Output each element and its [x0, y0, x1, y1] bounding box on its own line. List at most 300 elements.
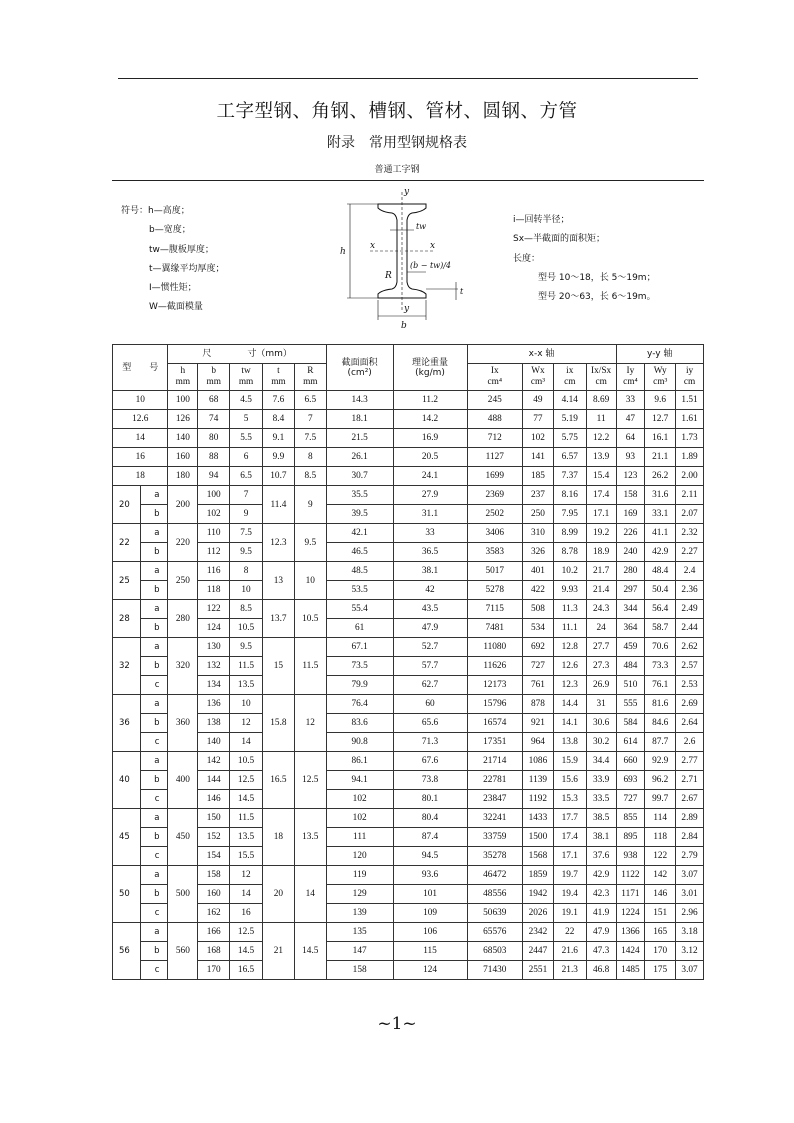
cell-tw: 14.5	[230, 942, 263, 961]
cell-ixsx: 17.1	[586, 505, 616, 524]
cell-iy: 3.18	[676, 923, 704, 942]
cell-wy: 84.6	[645, 714, 676, 733]
cell-iy: 226	[616, 524, 645, 543]
cell-wt: 38.1	[393, 562, 467, 581]
cell-ixsx: 47.3	[586, 942, 616, 961]
col-weight	[393, 345, 467, 391]
cell-b: 124	[198, 619, 230, 638]
cell-wt: 27.9	[393, 486, 467, 505]
cell-wx: 141	[523, 448, 554, 467]
cell-wy: 122	[645, 847, 676, 866]
table-row	[113, 391, 704, 410]
cell-wy: 33.1	[645, 505, 676, 524]
cell-iy: 2.53	[676, 676, 704, 695]
cell-ixsx: 17.4	[586, 486, 616, 505]
i-beam-section-diagram	[330, 182, 480, 340]
cell-tw: 11.5	[230, 657, 263, 676]
cell-area: 79.9	[326, 676, 393, 695]
cell-iy: 855	[616, 809, 645, 828]
cell-area: 73.5	[326, 657, 393, 676]
spec-table-body	[113, 391, 704, 980]
top-rule	[118, 78, 698, 79]
cell-t: 15.8	[263, 695, 295, 752]
cell-wt: 87.4	[393, 828, 467, 847]
h-label: h	[180, 366, 186, 376]
table-row	[113, 676, 704, 695]
cell-wx: 401	[523, 562, 554, 581]
cell-r: 6.5	[294, 391, 326, 410]
cell-sub: c	[140, 847, 168, 866]
cell-tw: 5	[230, 410, 263, 429]
cell-iy: 33	[616, 391, 645, 410]
table-row	[113, 600, 704, 619]
cell-tw: 13.5	[230, 828, 263, 847]
cell-iy: 1366	[616, 923, 645, 942]
cell-b: 158	[198, 866, 230, 885]
cell-sub: b	[140, 885, 168, 904]
cell-wx: 49	[523, 391, 554, 410]
cell-sub: a	[140, 562, 168, 581]
table-row	[113, 885, 704, 904]
cell-ix: 9.93	[553, 581, 586, 600]
cell-ix: 6.57	[553, 448, 586, 467]
cell-t: 13	[263, 562, 295, 600]
cell-tw: 12	[230, 866, 263, 885]
cell-iy: 2.77	[676, 752, 704, 771]
cell-wy: 151	[645, 904, 676, 923]
cell-tw: 9.5	[230, 543, 263, 562]
cell-iy: 2.84	[676, 828, 704, 847]
radius-y-label: iy	[685, 366, 694, 376]
cell-t: 15	[263, 638, 295, 695]
cell-wx: 237	[523, 486, 554, 505]
cell-iy: 280	[616, 562, 645, 581]
cell-ix: 7.95	[553, 505, 586, 524]
cell-area: 39.5	[326, 505, 393, 524]
cell-sub: b	[140, 657, 168, 676]
cell-area: 94.1	[326, 771, 393, 790]
page-subtitle: 附录 常用型钢规格表	[327, 135, 467, 151]
cell-sub: c	[140, 733, 168, 752]
cell-wt: 43.5	[393, 600, 467, 619]
cell-wy: 31.6	[645, 486, 676, 505]
cell-wx: 921	[523, 714, 554, 733]
cell-area: 61	[326, 619, 393, 638]
cell-wy: 96.2	[645, 771, 676, 790]
cell-ix: 11626	[467, 657, 522, 676]
cell-wt: 62.7	[393, 676, 467, 695]
cell-wx: 310	[523, 524, 554, 543]
cell-h: 100	[168, 391, 198, 410]
cell-model: 12.6	[113, 410, 168, 429]
cell-ix: 10.2	[553, 562, 586, 581]
col-radius-x	[553, 364, 586, 391]
cell-area: 35.5	[326, 486, 393, 505]
cell-sub: c	[140, 790, 168, 809]
cell-ix: 19.4	[553, 885, 586, 904]
label-y-bottom: y	[404, 304, 410, 314]
unit-cm: cm	[564, 377, 576, 387]
cell-wy: 41.1	[645, 524, 676, 543]
cell-ixsx: 15.4	[586, 467, 616, 486]
cell-wt: 14.2	[393, 410, 467, 429]
cell-area: 135	[326, 923, 393, 942]
cell-ixsx: 11	[586, 410, 616, 429]
unit-cm4: cm⁴	[487, 377, 503, 387]
cell-h: 500	[168, 866, 198, 923]
cell-ixsx: 33.9	[586, 771, 616, 790]
cell-model: 14	[113, 429, 168, 448]
cell-wt: 24.1	[393, 467, 467, 486]
cell-iy: 2.62	[676, 638, 704, 657]
table-row	[113, 942, 704, 961]
cell-area: 76.4	[326, 695, 393, 714]
cell-sub: b	[140, 543, 168, 562]
cell-area: 26.1	[326, 448, 393, 467]
col-yy-axis: y-y 轴	[616, 345, 703, 364]
cell-sub: b	[140, 619, 168, 638]
label-b: b	[401, 321, 407, 331]
cell-sub: b	[140, 771, 168, 790]
col-radius-y	[676, 364, 704, 391]
cell-iy: 2.96	[676, 904, 704, 923]
label-h: h	[340, 247, 346, 257]
cell-ixsx: 26.9	[586, 676, 616, 695]
cell-sub: c	[140, 904, 168, 923]
cell-h: 560	[168, 923, 198, 980]
cell-b: 100	[198, 486, 230, 505]
cell-tw: 7.5	[230, 524, 263, 543]
cell-iy: 2.36	[676, 581, 704, 600]
cell-wx: 727	[523, 657, 554, 676]
cell-b: 152	[198, 828, 230, 847]
col-wx	[523, 364, 554, 391]
cell-b: 102	[198, 505, 230, 524]
legend-length: 长度：	[513, 253, 541, 264]
cell-wx: 534	[523, 619, 554, 638]
cell-iy: 459	[616, 638, 645, 657]
table-row	[113, 562, 704, 581]
cell-wy: 87.7	[645, 733, 676, 752]
cell-b: 146	[198, 790, 230, 809]
cell-b: 168	[198, 942, 230, 961]
cell-ix: 15.9	[553, 752, 586, 771]
cell-b: 80	[198, 429, 230, 448]
col-t	[263, 364, 295, 391]
cell-area: 30.7	[326, 467, 393, 486]
cell-wy: 175	[645, 961, 676, 980]
cell-wt: 60	[393, 695, 467, 714]
cell-h: 126	[168, 410, 198, 429]
cell-wt: 115	[393, 942, 467, 961]
cell-ixsx: 42.9	[586, 866, 616, 885]
cell-b: 74	[198, 410, 230, 429]
cell-ix: 12.3	[553, 676, 586, 695]
cell-area: 83.6	[326, 714, 393, 733]
cell-tw: 16.5	[230, 961, 263, 980]
cell-iy: 123	[616, 467, 645, 486]
cell-ixsx: 24	[586, 619, 616, 638]
cell-sub: a	[140, 866, 168, 885]
label-quarter: (b − tw)/4	[410, 261, 451, 270]
legend-h: 符号：h—高度；	[121, 206, 190, 216]
col-tw	[230, 364, 263, 391]
cell-area: 139	[326, 904, 393, 923]
wy-label: Wy	[653, 366, 667, 376]
cell-ixsx: 13.9	[586, 448, 616, 467]
unit-mm: mm	[175, 377, 191, 387]
col-b	[198, 364, 230, 391]
cell-wt: 36.5	[393, 543, 467, 562]
cell-ixsx: 38.5	[586, 809, 616, 828]
cell-model: 32	[113, 638, 141, 695]
cell-sub: a	[140, 524, 168, 543]
legend-length-1: 型号 10～18，长 5～19m；	[538, 272, 656, 283]
cell-area: 53.5	[326, 581, 393, 600]
cell-iy: 2.89	[676, 809, 704, 828]
cell-ix: 11.1	[553, 619, 586, 638]
table-row	[113, 809, 704, 828]
cell-ix: 488	[467, 410, 522, 429]
cell-area: 102	[326, 809, 393, 828]
cell-wy: 146	[645, 885, 676, 904]
cell-r: 9.5	[294, 524, 326, 562]
cell-ix: 17351	[467, 733, 522, 752]
col-r	[294, 364, 326, 391]
cell-sub: a	[140, 923, 168, 942]
table-row	[113, 904, 704, 923]
cell-wy: 73.3	[645, 657, 676, 676]
cell-wy: 142	[645, 866, 676, 885]
cell-wy: 70.6	[645, 638, 676, 657]
cell-tw: 10	[230, 695, 263, 714]
cell-wt: 33	[393, 524, 467, 543]
cell-h: 250	[168, 562, 198, 600]
cell-ix: 33759	[467, 828, 522, 847]
cell-tw: 12.5	[230, 923, 263, 942]
cell-wt: 31.1	[393, 505, 467, 524]
cell-ix: 17.7	[553, 809, 586, 828]
cell-iy: 344	[616, 600, 645, 619]
cell-wy: 114	[645, 809, 676, 828]
cell-iy: 3.07	[676, 866, 704, 885]
cell-wx: 964	[523, 733, 554, 752]
cell-r: 8	[294, 448, 326, 467]
cell-ix: 8.78	[553, 543, 586, 562]
label-t: t	[460, 287, 464, 296]
cell-ixsx: 21.4	[586, 581, 616, 600]
cell-area: 90.8	[326, 733, 393, 752]
cell-sub: b	[140, 581, 168, 600]
cell-wy: 58.7	[645, 619, 676, 638]
cell-wx: 878	[523, 695, 554, 714]
cell-wy: 81.6	[645, 695, 676, 714]
cell-sub: a	[140, 809, 168, 828]
cell-wy: 16.1	[645, 429, 676, 448]
cell-tw: 8	[230, 562, 263, 581]
cell-t: 21	[263, 923, 295, 980]
symbol-legend-right	[513, 211, 656, 307]
cell-wt: 80.4	[393, 809, 467, 828]
col-area	[326, 345, 393, 391]
label-y-top: y	[404, 187, 410, 197]
cell-t: 16.5	[263, 752, 295, 809]
table-row	[113, 543, 704, 562]
cell-h: 280	[168, 600, 198, 638]
cell-wy: 50.4	[645, 581, 676, 600]
cell-ix: 46472	[467, 866, 522, 885]
cell-b: 144	[198, 771, 230, 790]
cell-iy: 510	[616, 676, 645, 695]
cell-ix: 17.1	[553, 847, 586, 866]
cell-iy: 47	[616, 410, 645, 429]
col-xx-axis: x-x 轴	[467, 345, 616, 364]
table-row	[113, 410, 704, 429]
table-row	[113, 505, 704, 524]
cell-iy: 1122	[616, 866, 645, 885]
cell-b: 160	[198, 885, 230, 904]
cell-wt: 20.5	[393, 448, 467, 467]
table-row	[113, 847, 704, 866]
cell-ix: 48556	[467, 885, 522, 904]
cell-iy: 1.73	[676, 429, 704, 448]
cell-ixsx: 47.9	[586, 923, 616, 942]
table-row	[113, 524, 704, 543]
cell-wt: 73.8	[393, 771, 467, 790]
cell-ixsx: 12.2	[586, 429, 616, 448]
cell-area: 42.1	[326, 524, 393, 543]
cell-b: 110	[198, 524, 230, 543]
cell-iy: 660	[616, 752, 645, 771]
col-area-label: 截面面积	[341, 357, 378, 368]
radius-x-label: ix	[566, 366, 574, 376]
cell-iy: 240	[616, 543, 645, 562]
cell-ix: 15.6	[553, 771, 586, 790]
cell-iy: 3.01	[676, 885, 704, 904]
col-ix	[467, 364, 522, 391]
cell-tw: 5.5	[230, 429, 263, 448]
cell-wx: 508	[523, 600, 554, 619]
cell-wt: 11.2	[393, 391, 467, 410]
cell-wy: 99.7	[645, 790, 676, 809]
cell-t: 10.7	[263, 467, 295, 486]
cell-sub: c	[140, 676, 168, 695]
cell-area: 21.5	[326, 429, 393, 448]
cell-wy: 76.1	[645, 676, 676, 695]
cell-iy: 3.12	[676, 942, 704, 961]
cell-h: 450	[168, 809, 198, 866]
cell-wy: 165	[645, 923, 676, 942]
cell-ix: 12173	[467, 676, 522, 695]
cell-wt: 57.7	[393, 657, 467, 676]
cell-area: 111	[326, 828, 393, 847]
cell-tw: 14	[230, 885, 263, 904]
iy-label: Iy	[626, 366, 635, 376]
cell-r: 7.5	[294, 429, 326, 448]
cell-r: 9	[294, 486, 326, 524]
cell-b: 136	[198, 695, 230, 714]
cell-ix: 15.3	[553, 790, 586, 809]
cell-ix: 32241	[467, 809, 522, 828]
cell-wt: 52.7	[393, 638, 467, 657]
cell-iy: 2.27	[676, 543, 704, 562]
cell-sub: a	[140, 486, 168, 505]
col-area-unit: (cm²)	[347, 367, 372, 378]
cell-model: 50	[113, 866, 141, 923]
page-number: ~1~	[377, 1014, 417, 1034]
cell-iy: 2.44	[676, 619, 704, 638]
cell-ix: 15796	[467, 695, 522, 714]
cell-t: 9.9	[263, 448, 295, 467]
ix-sx-label: Ix/Sx	[591, 366, 612, 376]
label-x-left: x	[370, 241, 376, 251]
cell-sub: b	[140, 505, 168, 524]
cell-ixsx: 41.9	[586, 904, 616, 923]
cell-iy: 169	[616, 505, 645, 524]
t-label: t	[277, 366, 280, 376]
cell-ix: 21.6	[553, 942, 586, 961]
cell-wt: 93.6	[393, 866, 467, 885]
cell-iy: 158	[616, 486, 645, 505]
cell-r: 8.5	[294, 467, 326, 486]
cell-tw: 6.5	[230, 467, 263, 486]
cell-r: 7	[294, 410, 326, 429]
cell-ix: 12.8	[553, 638, 586, 657]
cell-area: 18.1	[326, 410, 393, 429]
cell-wx: 2551	[523, 961, 554, 980]
table-row	[113, 961, 704, 980]
cell-b: 122	[198, 600, 230, 619]
cell-ixsx: 34.4	[586, 752, 616, 771]
cell-ix: 21714	[467, 752, 522, 771]
cell-b: 132	[198, 657, 230, 676]
col-weight-unit: (kg/m)	[415, 367, 445, 378]
cell-b: 170	[198, 961, 230, 980]
cell-ixsx: 27.7	[586, 638, 616, 657]
cell-b: 154	[198, 847, 230, 866]
cell-ix: 5017	[467, 562, 522, 581]
cell-ix: 7481	[467, 619, 522, 638]
cell-ix: 712	[467, 429, 522, 448]
i-beam-spec-table	[112, 344, 704, 980]
cell-wy: 56.4	[645, 600, 676, 619]
cell-area: 67.1	[326, 638, 393, 657]
cell-ix: 19.1	[553, 904, 586, 923]
cell-b: 142	[198, 752, 230, 771]
cell-iy: 1.51	[676, 391, 704, 410]
cell-ix: 8.99	[553, 524, 586, 543]
unit-cm4: cm⁴	[623, 377, 638, 387]
unit-cm3: cm³	[530, 377, 545, 387]
cell-b: 116	[198, 562, 230, 581]
cell-h: 400	[168, 752, 198, 809]
cell-r: 12.5	[294, 752, 326, 809]
table-row	[113, 448, 704, 467]
cell-iy: 297	[616, 581, 645, 600]
cell-h: 140	[168, 429, 198, 448]
cell-wx: 1139	[523, 771, 554, 790]
cell-area: 119	[326, 866, 393, 885]
cell-ix: 68503	[467, 942, 522, 961]
cell-area: 102	[326, 790, 393, 809]
cell-iy: 2.67	[676, 790, 704, 809]
unit-cm: cm	[683, 377, 696, 387]
cell-ix: 19.7	[553, 866, 586, 885]
col-weight-label: 理论重量	[412, 357, 449, 368]
cell-wt: 16.9	[393, 429, 467, 448]
cell-wx: 2447	[523, 942, 554, 961]
cell-wt: 65.6	[393, 714, 467, 733]
